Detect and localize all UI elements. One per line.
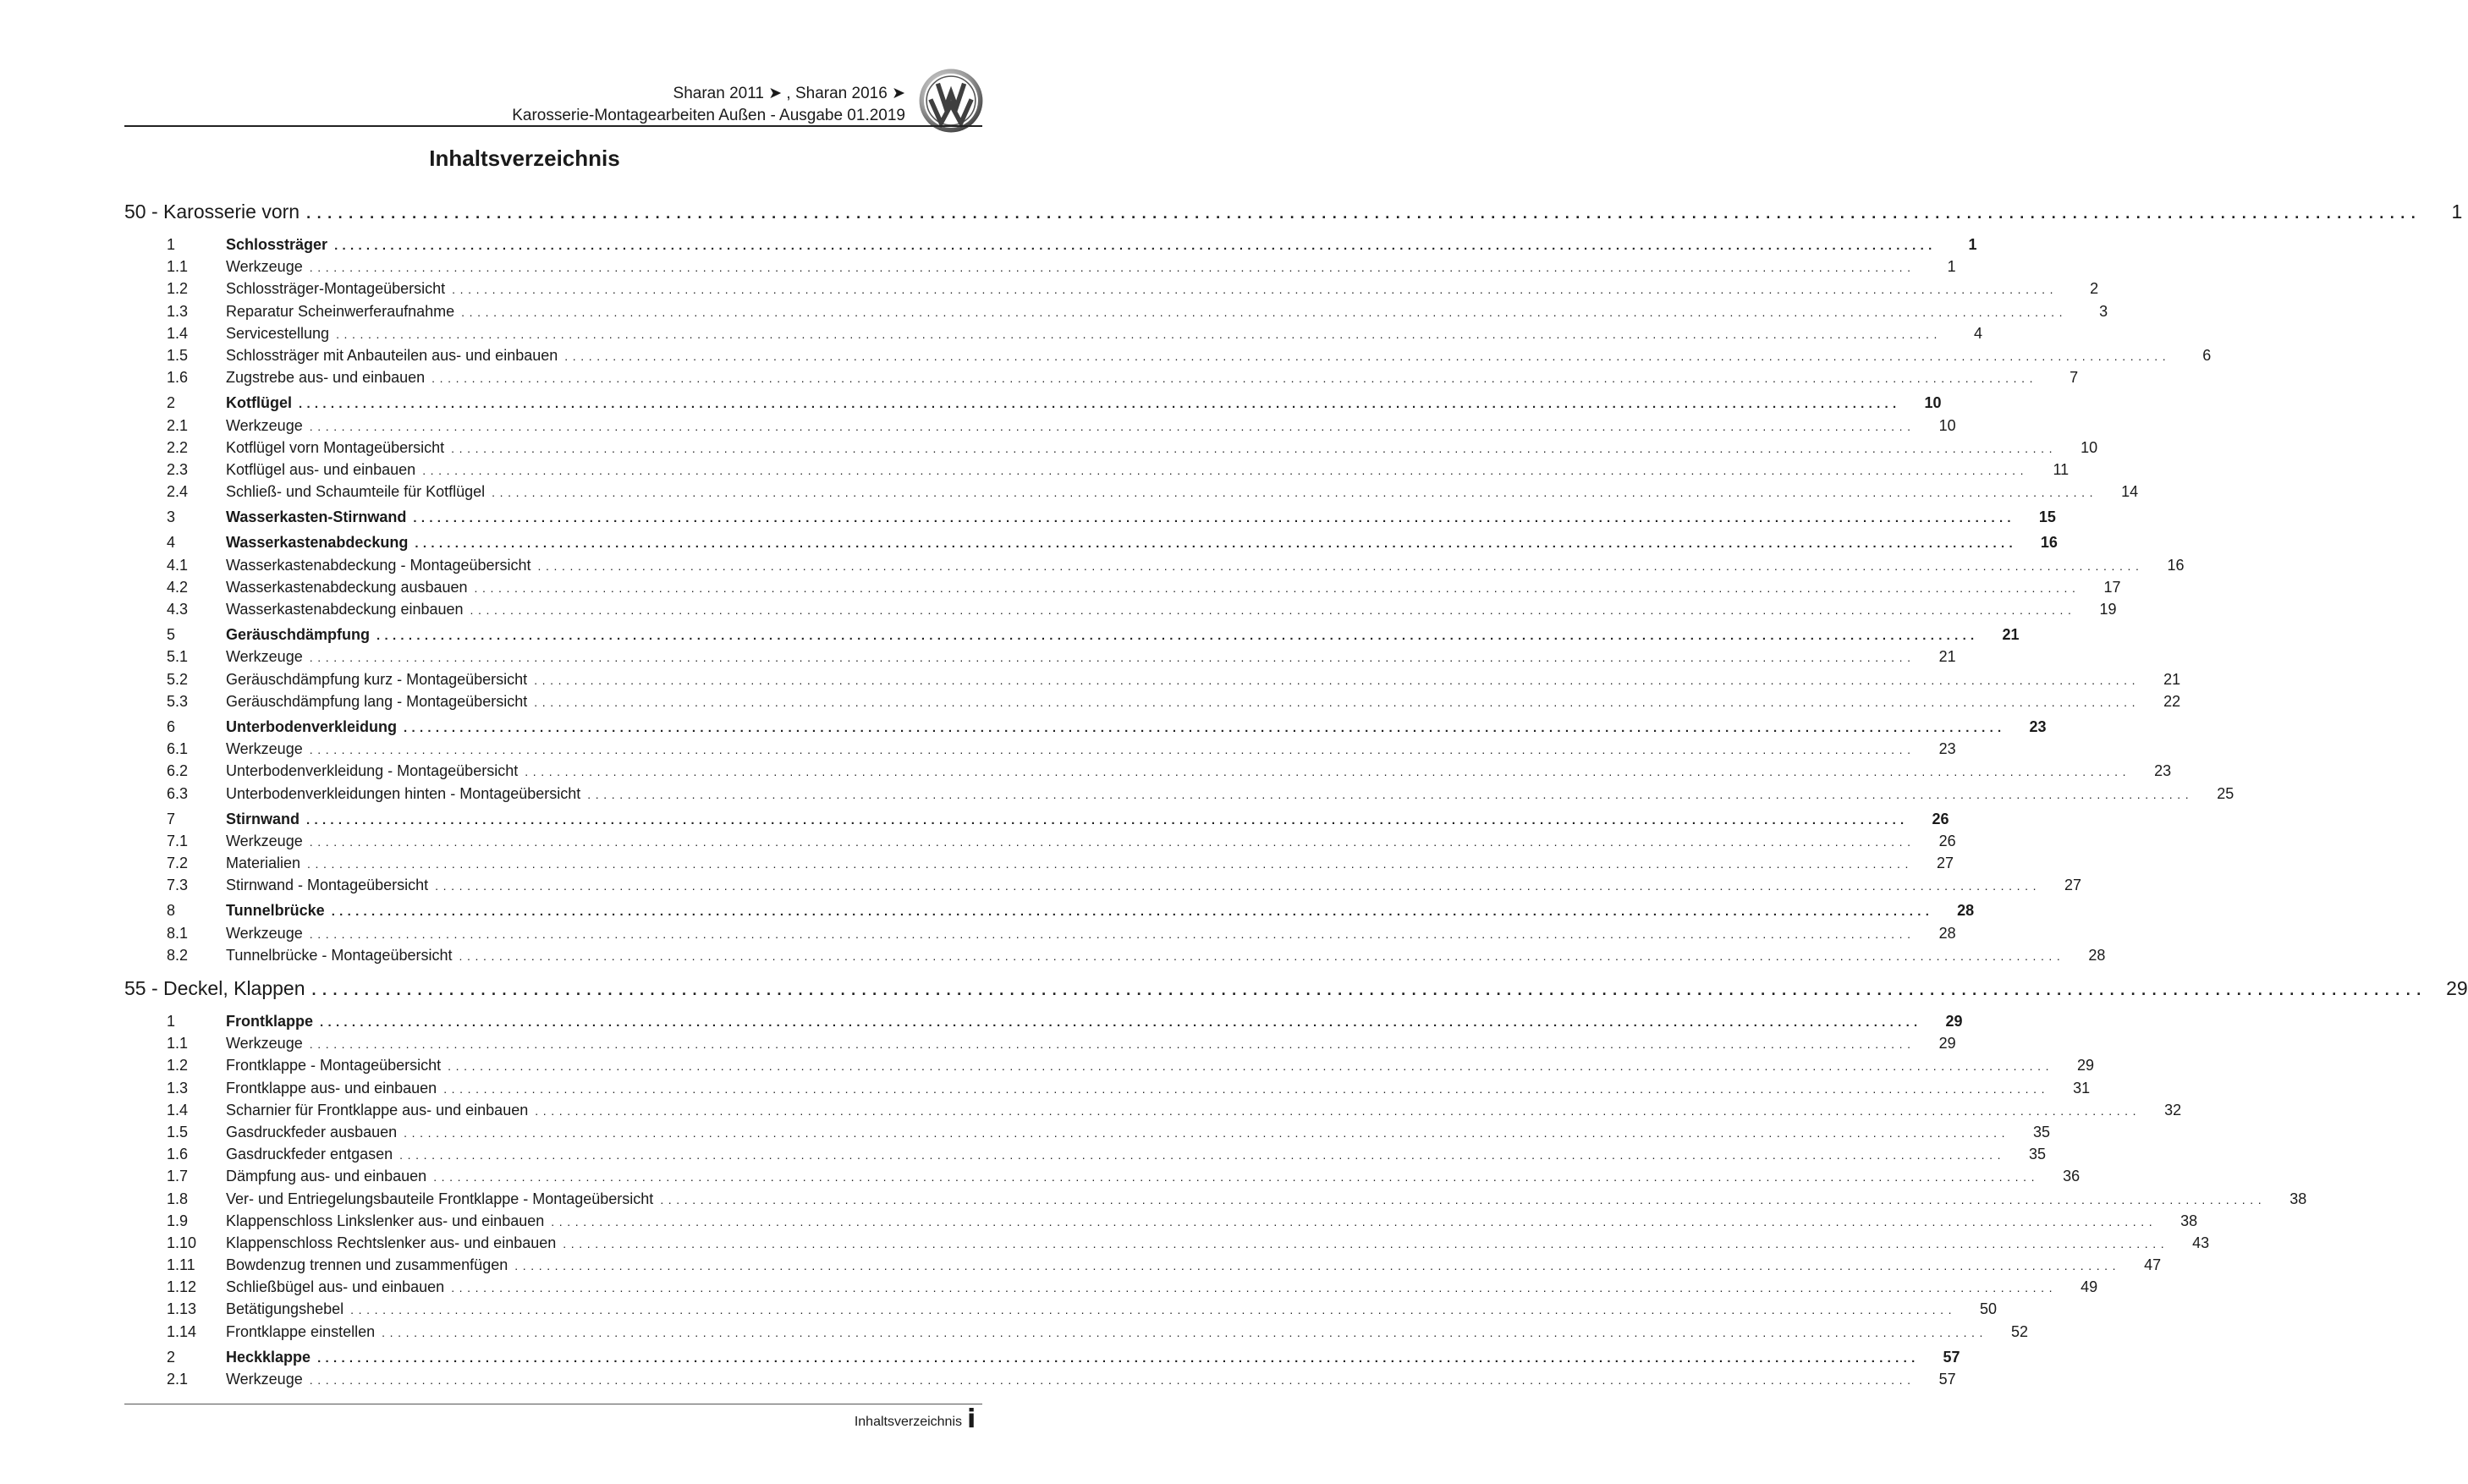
header-rule <box>124 125 982 127</box>
toc-section-row[interactable] <box>124 810 1949 833</box>
toc-dot-leader: ........................................................................................................................................................................................................ <box>309 261 1916 275</box>
toc-entry-number: 2.1 <box>167 416 189 434</box>
toc-entry-number: 5.2 <box>167 670 189 688</box>
toc-dot-leader: ........................................................................................................................................................................................................ <box>451 441 2058 455</box>
toc-dot-leader: ........................................................................................................................................................................................................ <box>551 1214 2157 1228</box>
toc-entry-number: 1.6 <box>167 369 189 387</box>
toc-entry-page: 29 <box>2446 977 2468 999</box>
toc-sub-row[interactable] <box>124 1146 2047 1168</box>
toc-dot-leader: ........................................................................................................................................................................................................ <box>334 239 1937 253</box>
toc-entry-label: Gasdruckfeder entgasen <box>226 1146 393 1163</box>
toc-sub-row[interactable] <box>124 692 2181 715</box>
toc-sub-row[interactable] <box>124 324 1982 347</box>
toc-entry-number: 1.5 <box>167 1123 189 1140</box>
toc-entry-number: 5.1 <box>167 648 189 666</box>
toc-entry-label: 55 - Deckel, Klappen <box>124 977 305 999</box>
toc-entry-label: Wasserkastenabdeckung <box>226 534 409 552</box>
table-of-contents <box>124 201 2468 1393</box>
toc-sub-row[interactable] <box>124 302 2108 325</box>
toc-sub-row[interactable] <box>124 416 1956 439</box>
toc-entry-label: Bowdenzug trennen und zusammenfügen <box>226 1256 508 1274</box>
toc-sub-row[interactable] <box>124 784 2234 807</box>
toc-entry-number: 8 <box>167 902 176 920</box>
toc-entry-label: Werkzeuge <box>226 258 303 276</box>
toc-sub-row[interactable] <box>124 280 2099 302</box>
toc-section-row[interactable] <box>124 717 2047 740</box>
toc-sub-row[interactable] <box>124 1371 1956 1393</box>
toc-entry-page: 7 <box>2069 369 2079 387</box>
toc-section-row[interactable] <box>124 1348 1960 1371</box>
toc-dot-leader: ........................................................................................................................................................................................................ <box>537 558 2144 573</box>
toc-entry-number: 1.3 <box>167 1079 189 1097</box>
toc-entry-page: 27 <box>2064 877 2082 894</box>
toc-entry-number: 4 <box>167 534 176 552</box>
toc-entry-number: 6.1 <box>167 740 189 758</box>
toc-dot-leader: ........................................................................................................................................................................................................ <box>535 1103 2141 1118</box>
toc-section-row[interactable] <box>124 508 2056 530</box>
toc-entry-number: 7 <box>167 810 176 827</box>
toc-entry-label: Werkzeuge <box>226 416 303 434</box>
toc-entry-page: 23 <box>2029 717 2047 735</box>
toc-dot-leader: ........................................................................................................................................................................................................ <box>413 511 2015 526</box>
toc-entry-label: Klappenschloss Rechtslenker aus- und einbauen <box>226 1234 557 1251</box>
toc-entry-page: 10 <box>2080 438 2098 456</box>
toc-entry-number: 1.10 <box>167 1234 197 1251</box>
toc-entry-page: 23 <box>1938 740 1956 758</box>
toc-dot-leader: ........................................................................................................................................................................................................ <box>309 834 1916 849</box>
toc-sub-row[interactable] <box>124 258 1956 280</box>
toc-entry-label: Gasdruckfeder ausbauen <box>226 1123 398 1140</box>
toc-sub-row[interactable] <box>124 1123 2051 1146</box>
toc-dot-leader: ........................................................................................................................................................................................................ <box>451 1281 2058 1295</box>
toc-entry-number: 4.1 <box>167 556 189 574</box>
toc-sub-row[interactable] <box>124 1168 2080 1190</box>
toc-entry-label: Frontklappe einstellen <box>226 1322 376 1340</box>
toc-entry-page: 26 <box>1932 810 1949 827</box>
toc-dot-leader: ........................................................................................................................................................................................................ <box>320 1015 1922 1030</box>
toc-entry-label: Wasserkastenabdeckung - Montageübersicht <box>226 556 531 574</box>
toc-dot-leader: ........................................................................................................................................................................................................ <box>587 787 2194 801</box>
toc-dot-leader: ........................................................................................................................................................................................................ <box>307 857 1913 871</box>
toc-entry-number: 1.8 <box>167 1190 189 1207</box>
toc-entry-label: Betätigungshebel <box>226 1300 344 1318</box>
toc-sub-row[interactable] <box>124 346 2212 369</box>
toc-entry-label: Dämpfung aus- und einbauen <box>226 1168 427 1185</box>
toc-entry-number: 1.14 <box>167 1322 197 1340</box>
toc-entry-label: Stirnwand <box>226 810 300 827</box>
toc-entry-number: 4.3 <box>167 601 189 618</box>
toc-sub-row[interactable] <box>124 946 2106 969</box>
toc-entry-page: 29 <box>2077 1057 2095 1075</box>
toc-entry-page: 4 <box>1973 324 1982 342</box>
toc-entry-page: 38 <box>2180 1212 2198 1229</box>
toc-sub-row[interactable] <box>124 1079 2091 1102</box>
toc-entry-label: Wasserkastenabdeckung einbauen <box>226 601 464 618</box>
toc-section-row[interactable] <box>124 902 1975 924</box>
toc-section-row[interactable] <box>124 394 1942 416</box>
toc-entry-number: 2 <box>167 394 176 412</box>
toc-dot-leader: ........................................................................................................................................................................................................ <box>452 283 2058 297</box>
toc-entry-page: 29 <box>1945 1013 1963 1030</box>
toc-entry-page: 1 <box>1947 258 1956 276</box>
toc-entry-page: 15 <box>2038 508 2056 526</box>
toc-entry-number: 5 <box>167 626 176 644</box>
toc-entry-label: Frontklappe <box>226 1013 314 1030</box>
toc-entry-label: Tunnelbrücke - Montageübersicht <box>226 946 453 964</box>
toc-section-row[interactable] <box>124 626 2020 648</box>
toc-dot-leader: ........................................................................................................................................................................................................ <box>563 1236 2169 1250</box>
toc-entry-label: Werkzeuge <box>226 648 303 666</box>
toc-sub-row[interactable] <box>124 578 2121 601</box>
toc-dot-leader: ........................................................................................................................................................................................................ <box>564 349 2171 363</box>
toc-entry-label: Geräuschdämpfung lang - Montageübersicht <box>226 692 528 710</box>
toc-entry-page: 21 <box>2163 670 2181 688</box>
toc-sub-row[interactable] <box>124 1256 2162 1278</box>
toc-sub-row[interactable] <box>124 369 2079 391</box>
toc-sub-row[interactable] <box>124 1190 2307 1212</box>
header-models: Sharan 2011 ➤ , Sharan 2016 ➤ <box>673 85 905 102</box>
toc-entry-page: 35 <box>2033 1123 2051 1140</box>
toc-dot-leader: ........................................................................................................................................................................................................ <box>525 765 2131 779</box>
toc-entry-page: 10 <box>1938 416 1956 434</box>
toc-sub-row[interactable] <box>124 601 2117 623</box>
toc-entry-number: 7.2 <box>167 855 189 872</box>
toc-entry-label: Schlossträger-Montageübersicht <box>226 280 446 298</box>
toc-entry-page: 25 <box>2217 784 2234 802</box>
toc-entry-label: 50 - Karosserie vorn <box>124 201 300 223</box>
toc-entry-number: 1.9 <box>167 1212 189 1229</box>
toc-entry-label: Tunnelbrücke <box>226 902 325 920</box>
toc-dot-leader: ........................................................................................................................................................................................................ <box>431 371 2038 386</box>
toc-entry-label: Schließ- und Schaumteile für Kotflügel <box>226 483 486 501</box>
toc-entry-number: 1.6 <box>167 1146 189 1163</box>
toc-entry-number: 1.13 <box>167 1300 197 1318</box>
toc-sub-row[interactable] <box>124 762 2172 784</box>
vw-logo-icon <box>918 68 984 134</box>
toc-chapter-row[interactable] <box>124 201 2463 233</box>
toc-dot-leader: ........................................................................................................................................................................................................ <box>336 327 1942 341</box>
toc-entry-page: 32 <box>2164 1101 2182 1118</box>
toc-entry-label: Unterbodenverkleidung - Montageübersicht <box>226 762 519 780</box>
toc-dot-leader: ........................................................................................................................................................................................................ <box>433 1170 2040 1184</box>
toc-entry-page: 26 <box>1938 832 1956 849</box>
toc-dot-leader: ........................................................................................................................................................................................................ <box>459 948 2065 963</box>
toc-entry-page: 10 <box>1924 394 1942 412</box>
toc-entry-label: Frontklappe - Montageübersicht <box>226 1057 442 1075</box>
toc-entry-number: 1.1 <box>167 258 189 276</box>
header-manual-title: Karosserie-Montagearbeiten Außen - Ausgabe 01.2019 <box>512 107 905 124</box>
footer-label: Inhaltsverzeichnis <box>854 1415 962 1429</box>
toc-entry-number: 8.2 <box>167 946 189 964</box>
toc-entry-page: 19 <box>2099 601 2117 618</box>
page-title: Inhaltsverzeichnis <box>429 146 620 171</box>
toc-entry-number: 1.5 <box>167 346 189 364</box>
toc-sub-row[interactable] <box>124 855 1954 877</box>
toc-dot-leader: ........................................................................................................................................................................................................ <box>534 673 2141 687</box>
toc-entry-label: Klappenschloss Linkslenker aus- und einbauen <box>226 1212 545 1229</box>
toc-entry-label: Kotflügel vorn Montageübersicht <box>226 438 445 456</box>
toc-chapter-row[interactable] <box>124 977 2468 1009</box>
toc-entry-label: Geräuschdämpfung kurz - Montageübersicht <box>226 670 528 688</box>
toc-entry-page: 22 <box>2163 692 2181 710</box>
toc-dot-leader: ........................................................................................................................................................................................................ <box>377 629 1979 644</box>
toc-entry-page: 28 <box>1938 924 1956 942</box>
toc-entry-label: Geräuschdämpfung <box>226 626 371 644</box>
toc-entry-page: 14 <box>2121 483 2139 501</box>
toc-entry-page: 38 <box>2289 1190 2307 1207</box>
toc-section-row[interactable] <box>124 236 1977 258</box>
toc-dot-leader: ........................................................................................................................................................................................................ <box>382 1325 1988 1339</box>
toc-dot-leader: ........................................................................................................................................................................................................ <box>309 1373 1916 1387</box>
toc-dot-leader: ........................................................................................................................................................................................................ <box>514 1259 2121 1273</box>
toc-entry-number: 1.1 <box>167 1035 189 1053</box>
toc-entry-label: Werkzeuge <box>226 1371 303 1388</box>
toc-dot-leader: ........................................................................................................................................................................................................ <box>443 1081 2050 1096</box>
toc-entry-number: 6 <box>167 717 176 735</box>
toc-entry-number: 1.3 <box>167 302 189 320</box>
toc-entry-number: 1.4 <box>167 324 189 342</box>
toc-entry-page: 52 <box>2011 1322 2029 1340</box>
toc-dot-leader: ........................................................................................................................................................................................................ <box>306 205 2422 222</box>
toc-dot-leader: ........................................................................................................................................................................................................ <box>448 1059 2054 1074</box>
toc-entry-page: 17 <box>2103 578 2121 596</box>
toc-entry-page: 57 <box>1943 1348 1960 1366</box>
toc-sub-row[interactable] <box>124 670 2181 693</box>
toc-entry-number: 1.2 <box>167 1057 189 1075</box>
toc-entry-page: 16 <box>2167 556 2185 574</box>
toc-dot-leader: ........................................................................................................................................................................................................ <box>461 305 2068 319</box>
toc-entry-page: 43 <box>2192 1234 2210 1251</box>
toc-sub-row[interactable] <box>124 438 2098 461</box>
toc-entry-number: 1.7 <box>167 1168 189 1185</box>
toc-sub-row[interactable] <box>124 832 1956 855</box>
toc-entry-number: 6.3 <box>167 784 189 802</box>
toc-dot-leader: ........................................................................................................................................................................................................ <box>470 603 2076 617</box>
toc-entry-label: Frontklappe aus- und einbauen <box>226 1079 437 1097</box>
toc-entry-number: 1.4 <box>167 1101 189 1118</box>
toc-entry-number: 3 <box>167 508 176 526</box>
toc-entry-label: Ver- und Entriegelungsbauteile Frontklappe - Montageübersicht <box>226 1190 654 1207</box>
toc-dot-leader: ........................................................................................................................................................................................................ <box>404 1125 2010 1140</box>
toc-entry-page: 21 <box>2002 626 2020 644</box>
toc-entry-page: 16 <box>2040 534 2058 552</box>
toc-entry-label: Stirnwand - Montageübersicht <box>226 877 429 894</box>
toc-dot-leader: ........................................................................................................................................................................................................ <box>306 812 1909 827</box>
toc-entry-number: 2.3 <box>167 460 189 478</box>
toc-sub-row[interactable] <box>124 877 2082 899</box>
toc-entry-page: 27 <box>1936 855 1954 872</box>
toc-dot-leader: ........................................................................................................................................................................................................ <box>309 419 1916 433</box>
toc-entry-page: 28 <box>1957 902 1975 920</box>
toc-sub-row[interactable] <box>124 1234 2210 1256</box>
footer-page-number: i <box>967 1404 976 1434</box>
toc-entry-label: Kotflügel <box>226 394 292 412</box>
toc-entry-label: Werkzeuge <box>226 740 303 758</box>
toc-entry-page: 47 <box>2144 1256 2162 1274</box>
toc-section-row[interactable] <box>124 534 2058 556</box>
toc-sub-row[interactable] <box>124 1035 1956 1057</box>
toc-entry-number: 2.4 <box>167 483 189 501</box>
toc-dot-leader: ........................................................................................................................................................................................................ <box>350 1303 1957 1317</box>
toc-dot-leader: ........................................................................................................................................................................................................ <box>311 981 2427 998</box>
toc-entry-label: Schlossträger <box>226 236 328 253</box>
toc-sub-row[interactable] <box>124 483 2139 505</box>
toc-entry-label: Zugstrebe aus- und einbauen <box>226 369 426 387</box>
toc-entry-label: Reparatur Scheinwerferaufnahme <box>226 302 455 320</box>
toc-dot-leader: ........................................................................................................................................................................................................ <box>534 695 2141 709</box>
toc-entry-label: Schließbügel aus- und einbauen <box>226 1278 445 1296</box>
toc-section-row[interactable] <box>124 1013 1963 1035</box>
toc-entry-page: 1 <box>1968 236 1977 253</box>
toc-entry-number: 1 <box>167 236 176 253</box>
toc-sub-row[interactable] <box>124 1278 2098 1300</box>
toc-entry-page: 50 <box>1980 1300 1998 1318</box>
toc-entry-page: 2 <box>2090 280 2099 298</box>
toc-entry-label: Schlossträger mit Anbauteilen aus- und einbauen <box>226 346 558 364</box>
toc-dot-leader: ........................................................................................................................................................................................................ <box>415 536 2017 552</box>
toc-entry-label: Heckklappe <box>226 1348 311 1366</box>
toc-entry-label: Kotflügel aus- und einbauen <box>226 460 416 478</box>
toc-dot-leader: ........................................................................................................................................................................................................ <box>309 926 1916 941</box>
toc-entry-label: Unterbodenverkleidung <box>226 717 398 735</box>
toc-sub-row[interactable] <box>124 648 1956 670</box>
toc-sub-row[interactable] <box>124 1212 2198 1234</box>
toc-entry-label: Werkzeuge <box>226 832 303 849</box>
toc-sub-row[interactable] <box>124 460 2069 483</box>
toc-dot-leader: ........................................................................................................................................................................................................ <box>309 1037 1916 1052</box>
toc-dot-leader: ........................................................................................................................................................................................................ <box>492 486 2098 500</box>
toc-sub-row[interactable] <box>124 1101 2182 1124</box>
toc-entry-number: 2.2 <box>167 438 189 456</box>
toc-entry-number: 2 <box>167 1348 176 1366</box>
toc-sub-row[interactable] <box>124 924 1956 947</box>
toc-entry-page: 1 <box>2451 201 2463 223</box>
toc-entry-label: Wasserkastenabdeckung ausbauen <box>226 578 468 596</box>
toc-entry-page: 29 <box>1938 1035 1956 1053</box>
toc-entry-label: Scharnier für Frontklappe aus- und einbauen <box>226 1101 529 1118</box>
toc-entry-label: Materialien <box>226 855 301 872</box>
toc-sub-row[interactable] <box>124 556 2185 579</box>
toc-entry-number: 2.1 <box>167 1371 189 1388</box>
toc-entry-number: 1.11 <box>167 1256 195 1274</box>
toc-entry-number: 1.12 <box>167 1278 197 1296</box>
toc-entry-number: 6.2 <box>167 762 189 780</box>
toc-sub-row[interactable] <box>124 740 1956 762</box>
toc-entry-number: 1.2 <box>167 280 189 298</box>
toc-entry-page: 23 <box>2154 762 2172 780</box>
toc-entry-label: Werkzeuge <box>226 924 303 942</box>
toc-entry-label: Werkzeuge <box>226 1035 303 1053</box>
toc-dot-leader: ........................................................................................................................................................................................................ <box>331 904 1934 920</box>
toc-entry-page: 6 <box>2202 346 2212 364</box>
toc-entry-page: 36 <box>2063 1168 2080 1185</box>
toc-entry-page: 28 <box>2088 946 2106 964</box>
toc-dot-leader: ........................................................................................................................................................................................................ <box>317 1350 1920 1366</box>
toc-dot-leader: ........................................................................................................................................................................................................ <box>435 879 2042 893</box>
toc-entry-number: 7.3 <box>167 877 189 894</box>
toc-entry-page: 3 <box>2099 302 2108 320</box>
toc-dot-leader: ........................................................................................................................................................................................................ <box>422 463 2029 477</box>
toc-sub-row[interactable] <box>124 1322 2029 1345</box>
toc-entry-number: 4.2 <box>167 578 189 596</box>
toc-entry-number: 1 <box>167 1013 176 1030</box>
toc-dot-leader: ........................................................................................................................................................................................................ <box>474 580 2080 595</box>
toc-entry-label: Wasserkasten-Stirnwand <box>226 508 407 526</box>
toc-entry-page: 11 <box>2053 460 2069 478</box>
toc-entry-page: 21 <box>1938 648 1956 666</box>
toc-dot-leader: ........................................................................................................................................................................................................ <box>309 743 1916 757</box>
toc-dot-leader: ........................................................................................................................................................................................................ <box>309 651 1916 665</box>
toc-sub-row[interactable] <box>124 1057 2095 1079</box>
toc-entry-number: 7.1 <box>167 832 189 849</box>
toc-sub-row[interactable] <box>124 1300 1998 1322</box>
toc-entry-page: 57 <box>1938 1371 1956 1388</box>
toc-entry-label: Unterbodenverkleidungen hinten - Montageübersicht <box>226 784 581 802</box>
toc-entry-number: 8.1 <box>167 924 189 942</box>
toc-entry-label: Servicestellung <box>226 324 330 342</box>
toc-dot-leader: ........................................................................................................................................................................................................ <box>299 397 1901 412</box>
toc-entry-page: 31 <box>2073 1079 2091 1097</box>
toc-dot-leader: ........................................................................................................................................................................................................ <box>660 1192 2267 1206</box>
toc-entry-number: 5.3 <box>167 692 189 710</box>
toc-entry-page: 49 <box>2080 1278 2098 1296</box>
toc-entry-page: 35 <box>2029 1146 2047 1163</box>
toc-dot-leader: ........................................................................................................................................................................................................ <box>399 1148 2006 1162</box>
toc-dot-leader: ........................................................................................................................................................................................................ <box>404 720 2006 735</box>
